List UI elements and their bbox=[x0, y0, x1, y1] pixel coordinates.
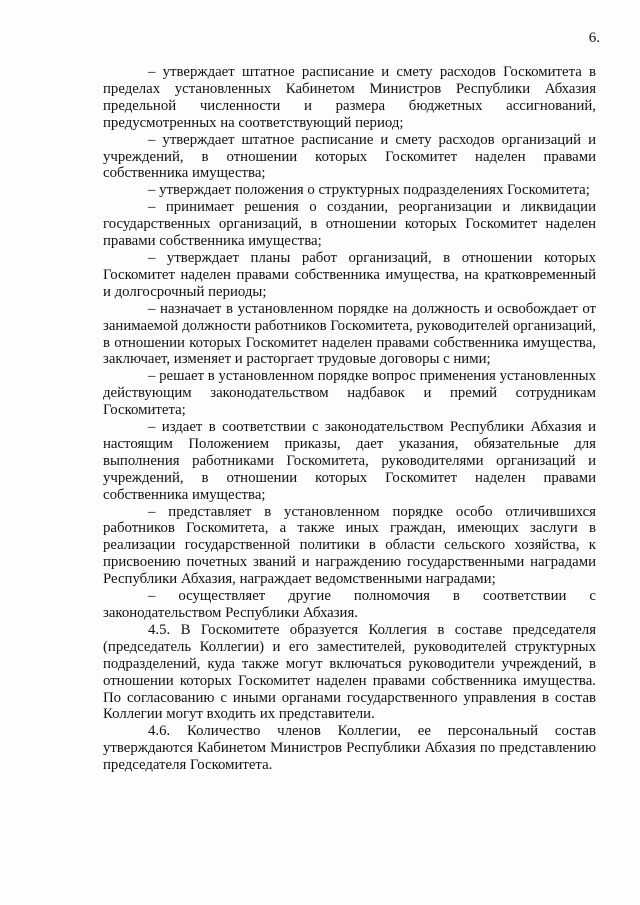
paragraph-appointments: – назначает в установленном порядке на должность и освобождает от занимаемой должности работников Госкомитета, руководителей организаций, в отношении которых Госкомитет наделен правами собственника имущества, заключает, изменяет и расторгает трудовые договоры с ними; bbox=[103, 300, 596, 368]
document-body bbox=[103, 64, 596, 774]
paragraph-orders: – издает в соответствии с законодательством Республики Абхазия и настоящим Положением приказы, дает указания, обязательные для выполнения работниками Госкомитета, руководителями организаций и учреждений, в отношении которых Госкомитет наделен правами собственника имущества; bbox=[103, 419, 596, 503]
paragraph-staff-schedule: – утверждает штатное расписание и смету расходов Госкомитета в пределах установленных Кабинетом Министров Республики Абхазия предельной численности и размера бюджетных ассигнований, предусмотренных на соответствующий период; bbox=[103, 64, 596, 131]
paragraph-section-4-6: 4.6. Количество членов Коллегии, ее персональный состав утверждаются Кабинетом Министров Республики Абхазия по представлению председателя Госкомитета. bbox=[103, 723, 596, 774]
paragraph-awards: – представляет в установленном порядке особо отличившихся работников Госкомитета, а также иных граждан, имеющих заслуги в реализации государственной политики в области сельского хозяйства, к присвоению почетных званий и награждению государственными наградами Республики Абхазия, награждает ведомственными наградами; bbox=[103, 503, 596, 588]
page-number: 6. bbox=[588, 30, 600, 46]
paragraph-other-powers: – осуществляет другие полномочия в соответствии с законодательством Республики Абхазия. bbox=[103, 588, 596, 621]
paragraph-work-plans: – утверждает планы работ организаций, в отношении которых Госкомитет наделен правами собственника имущества, на кратковременный и долгосрочный периоды; bbox=[103, 249, 596, 300]
paragraph-bonuses: – решает в установленном порядке вопрос применения установленных действующим законодательством надбавок и премий сотрудникам Госкомитета; bbox=[103, 368, 596, 419]
paragraph-divisions-regulations: – утверждает положения о структурных подразделениях Госкомитета; bbox=[148, 182, 590, 199]
paragraph-org-staff-schedule: – утверждает штатное расписание и смету расходов организаций и учреждений, в отношении которых Госкомитет наделен правами собственника имущества; bbox=[103, 131, 596, 182]
paragraph-organizations-decisions: – принимает решения о создании, реорганизации и ликвидации государственных организаций, в отношении которых Госкомитет наделен правами собственника имущества; bbox=[103, 199, 596, 250]
paragraph-section-4-5: 4.5. В Госкомитете образуется Коллегия в составе председателя (председатель Коллегии) и его заместителей, руководителей структурных подразделений, куда также могут включаться руководители учреждений, в отношении которых Госкомитет наделен правами собственника имущества. По согласованию с иными органами государственного управления в состав Коллегии могут входить их представители. bbox=[103, 621, 596, 723]
